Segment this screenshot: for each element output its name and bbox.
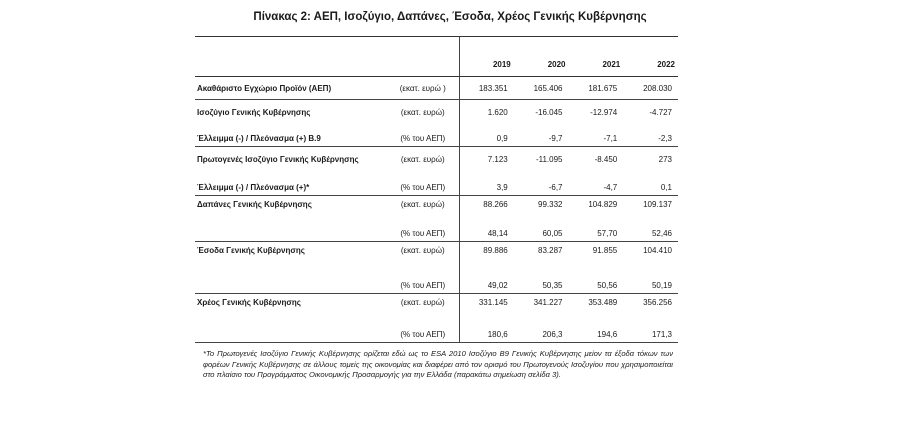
gdp-label: Ακαθάριστο Εγχώριο Προϊόν (ΑΕΠ) (195, 77, 387, 100)
fiscal-table (195, 36, 678, 343)
expenditure-pct-2022: 52,46 (623, 220, 678, 242)
expenditure-2020: 99.332 (538, 199, 563, 209)
table-row (195, 242, 678, 269)
revenue-label: Έσοδα Γενικής Κυβέρνησης (197, 246, 305, 256)
year-2022-header: 2022 (623, 37, 678, 77)
gdp-2019: 183.351 (459, 77, 514, 100)
balance-pct-2021: -7,1 (569, 125, 624, 147)
primary-pct-2021: -4,7 (569, 172, 624, 195)
debt-unit: (εκατ. ευρώ) (400, 298, 445, 308)
debt-label: Χρέος Γενικής Κυβέρνησης (197, 298, 301, 308)
debt-2019: 331.145 (459, 294, 514, 320)
balance-2019: 1.620 (459, 100, 514, 125)
balance-pct-unit: (% του ΑΕΠ) (387, 125, 459, 147)
debt-pct-2020: 206,3 (514, 320, 569, 343)
expenditure-2021: 104.829 (588, 199, 618, 209)
balance-pct-2022: -2,3 (623, 125, 678, 147)
revenue-pct-2022: 50,19 (623, 269, 678, 294)
revenue-2019: 89.886 (459, 242, 514, 269)
revenue-pct-2020: 50,35 (514, 269, 569, 294)
balance-2022: -4.727 (649, 107, 672, 117)
expenditure-pct-2021: 57,70 (569, 220, 624, 242)
gdp-2022: 208.030 (623, 77, 678, 100)
expenditure-pct-2019: 48,14 (459, 220, 514, 242)
table-title: Πίνακας 2: ΑΕΠ, Ισοζύγιο, Δαπάνες, Έσοδα, Χρέος Γενικής Κυβέρνησης (253, 11, 647, 23)
revenue-pct-label (195, 269, 387, 294)
gdp-2020: 165.406 (514, 77, 569, 100)
primary-2021: -8.450 (594, 155, 618, 165)
table-row (195, 146, 678, 172)
table-row (195, 294, 678, 320)
table-row (195, 125, 678, 147)
header-row (195, 37, 678, 77)
primary-pct-unit: (% του ΑΕΠ) (387, 172, 459, 195)
balance-label: Ισοζύγιο Γενικής Κυβέρνησης (197, 107, 311, 117)
primary-label: Πρωτογενές Ισοζύγιο Γενικής Κυβέρνησης (197, 155, 359, 165)
table-row (195, 195, 678, 220)
year-2021-header: 2021 (569, 37, 624, 77)
expenditure-pct-label (195, 220, 387, 242)
primary-2022: 273 (658, 155, 672, 165)
revenue-pct-2021: 50,56 (569, 269, 624, 294)
revenue-2022: 104.410 (643, 246, 672, 256)
primary-pct-2022: 0,1 (623, 172, 678, 195)
expenditure-unit: (εκατ. ευρώ) (400, 199, 445, 209)
footnote: *Το Πρωτογενές Ισοζύγιο Γενικής Κυβέρνησης ορίζεται εδώ ως το ESA 2010 Ισοζύγιο Β9 Γενικής Κυβέρνησης μείον τα έξοδα τόκων των φορέων Γενικής Κυβέρνησης σε άλλους τομείς της οικονομίας και διαφέρει από τον ορισμό του Πρωτογενούς Ισοζυγίου που χρησιμοποιείται στο πλαίσιο του Προγράμματος Οικονομικής Προσαρμογής για την Ελλάδα (παρακάτω σημείωση σελίδα 3). (203, 349, 673, 379)
expenditure-label: Δαπάνες Γενικής Κυβέρνησης (197, 199, 312, 209)
debt-pct-unit: (% του ΑΕΠ) (387, 320, 459, 343)
revenue-pct-unit: (% του ΑΕΠ) (387, 269, 459, 294)
table-row (195, 269, 678, 294)
gdp-2021: 181.675 (569, 77, 624, 100)
balance-pct-2020: -9,7 (514, 125, 569, 147)
expenditure-pct-2020: 60,05 (514, 220, 569, 242)
revenue-2021: 91.855 (592, 246, 618, 256)
debt-pct-2022: 171,3 (623, 320, 678, 343)
table-row (195, 320, 678, 343)
revenue-2020: 83.287 (538, 246, 563, 256)
year-2019-header: 2019 (459, 37, 514, 77)
balance-pct-2019: 0,9 (459, 125, 514, 147)
primary-pct-2019: 3,9 (459, 172, 514, 195)
expenditure-pct-unit: (% του ΑΕΠ) (387, 220, 459, 242)
primary-2020: -11.095 (535, 155, 563, 165)
revenue-pct-2019: 49,02 (459, 269, 514, 294)
debt-pct-2019: 180,6 (459, 320, 514, 343)
debt-pct-label (195, 320, 387, 343)
expenditure-2019: 88.266 (459, 195, 514, 220)
expenditure-2022: 109.137 (643, 199, 672, 209)
gdp-unit: (εκατ. ευρώ ) (387, 77, 459, 100)
debt-2021: 353.489 (588, 298, 618, 308)
table-row (195, 100, 678, 125)
primary-pct-2020: -6,7 (514, 172, 569, 195)
primary-unit: (εκατ. ευρώ) (400, 155, 445, 165)
table-row (195, 172, 678, 195)
balance-unit: (εκατ. ευρώ) (400, 107, 445, 117)
debt-2022: 356.256 (643, 298, 672, 308)
primary-pct-label: Έλλειμμα (-) / Πλεόνασμα (+)* (195, 172, 387, 195)
header-unit-cell (387, 37, 459, 77)
year-2020-header: 2020 (514, 37, 569, 77)
balance-2021: -12.974 (590, 107, 618, 117)
balance-2020: -16.045 (535, 107, 563, 117)
primary-2019: 7.123 (459, 146, 514, 172)
table-row (195, 220, 678, 242)
table-row (195, 77, 678, 100)
revenue-unit: (εκατ. ευρώ) (400, 246, 445, 256)
header-label-cell (195, 37, 387, 77)
balance-pct-label: Έλλειμμα (-) / Πλεόνασμα (+) Β.9 (195, 125, 387, 147)
debt-pct-2021: 194,6 (569, 320, 624, 343)
debt-2020: 341.227 (533, 298, 563, 308)
